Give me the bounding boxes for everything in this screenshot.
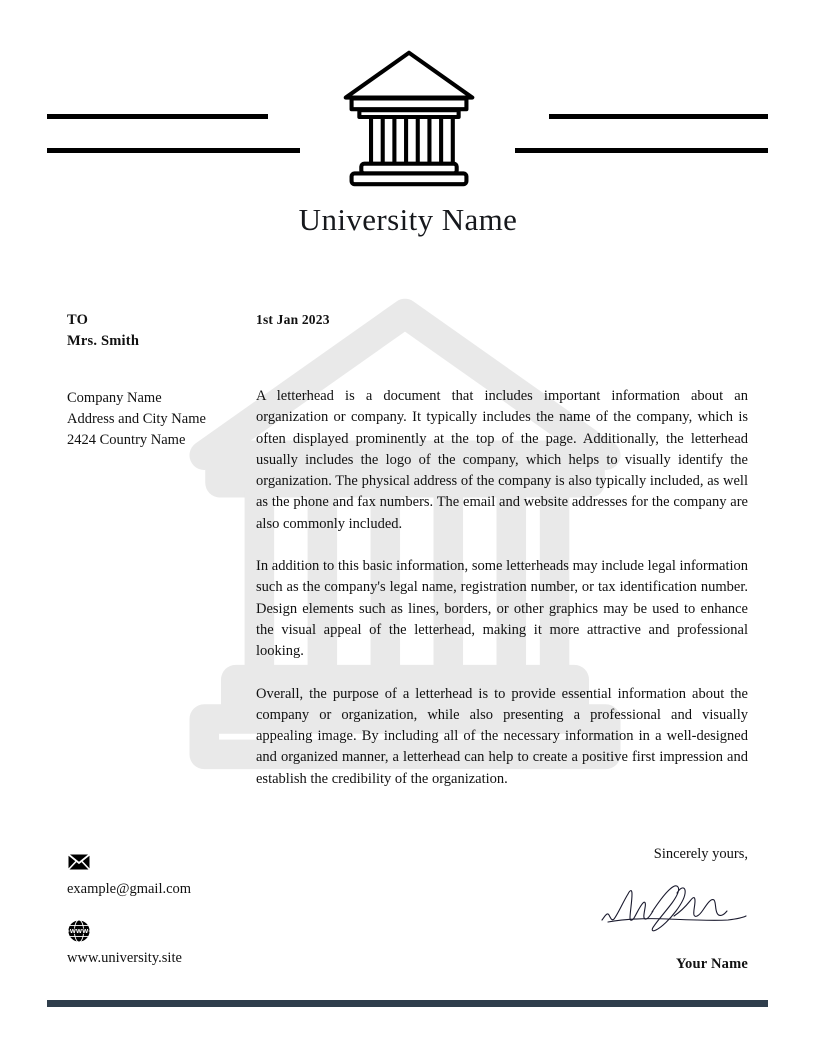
- envelope-icon: [67, 850, 91, 874]
- signature-block: [568, 844, 768, 974]
- signature-closing: Sincerely yours,: [653, 846, 748, 862]
- letter-date: 1st Jan 2023: [256, 312, 330, 327]
- university-building-icon: [336, 44, 482, 190]
- header-rule-right-bottom: [515, 148, 768, 153]
- globe-www-icon: [67, 919, 91, 943]
- footer-bar: [47, 1000, 768, 1007]
- recipient-country: 2424 Country Name: [67, 432, 186, 448]
- organization-title: University Name: [298, 202, 518, 237]
- contact-email-text: example@gmail.com: [67, 881, 192, 897]
- svg-text:WWW: WWW: [69, 929, 89, 935]
- to-label: TO: [67, 312, 89, 328]
- recipient-company: Company Name: [67, 390, 162, 406]
- header-rule-left-bottom: [47, 148, 300, 153]
- recipient-address-block: [67, 388, 252, 451]
- letter-paragraph: In addition to this basic information, some letterheads may include legal information such as the company's legal name, registration number, or tax identification number. Design elements such as lines, borders, or other graphics may be used to enhance the visual appeal of the letterhead, making it more attractive and professional looking.: [256, 558, 748, 660]
- letter-paragraph: Overall, the purpose of a letterhead is to provide essential information about the company or organization, while also presenting a professional and visually appealing image. By including all of the necessary information in a well-designed and organized manner, a letterhead can help to create a positive first impression and establish the credibility of the organization.: [256, 685, 748, 787]
- letter-paragraph: A letterhead is a document that includes important information about an organization or company. It typically includes the name of the company, which is often displayed prominently at the top of the page. Additionally, the letterhead usually includes the logo of the company, which helps to visually identify the organization. The physical address of the company is also typically included, as well as the phone and fax numbers. The email and website addresses for the company are also commonly included.: [256, 388, 748, 532]
- recipient-address: Address and City Name: [67, 411, 206, 427]
- contact-email[interactable]: [67, 850, 191, 899]
- header-rule-left-top: [47, 114, 268, 119]
- signature-name: Your Name: [675, 956, 748, 972]
- letter-body: [256, 386, 748, 790]
- handwritten-signature-icon: [600, 876, 750, 934]
- recipient-name: Mrs. Smith: [67, 333, 140, 349]
- header-rule-right-top: [549, 114, 768, 119]
- contact-website-text: www.university.site: [67, 950, 182, 966]
- recipient-block: [67, 310, 247, 352]
- contact-website[interactable]: [67, 919, 182, 968]
